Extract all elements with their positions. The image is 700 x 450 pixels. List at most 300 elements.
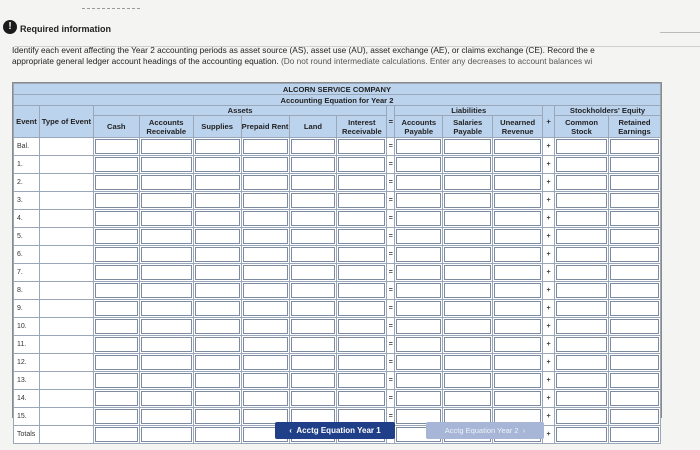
ar-cell [139,192,193,210]
supplies-input[interactable] [195,139,240,154]
common-input[interactable] [556,175,607,190]
salaries-input[interactable] [444,175,491,190]
supplies-cell [193,138,241,156]
ar-input[interactable] [141,409,192,424]
supplies-input[interactable] [195,391,240,406]
retained-input[interactable] [610,139,659,154]
supplies-cell [193,300,241,318]
supplies-cell [193,174,241,192]
cash-input[interactable] [95,157,138,172]
ar-input[interactable] [141,139,192,154]
land-input[interactable] [291,301,336,316]
interest-input[interactable] [338,193,385,208]
row-label: 4. [14,210,40,228]
interest-input[interactable] [338,265,385,280]
supplies-cell [193,246,241,264]
ar-input[interactable] [141,355,192,370]
supplies-input[interactable] [195,211,240,226]
row-plus-sign: + [543,300,555,318]
salaries-input[interactable] [444,337,491,352]
prepaid-cell [241,336,289,354]
ar-input[interactable] [141,193,192,208]
ar-input[interactable] [141,265,192,280]
supplies-input[interactable] [195,319,240,334]
cash-input[interactable] [95,391,138,406]
interest-input[interactable] [338,373,385,388]
ap-input[interactable] [396,139,441,154]
cash-input[interactable] [95,301,138,316]
ar-input[interactable] [141,319,192,334]
common-input[interactable] [556,283,607,298]
supplies-input[interactable] [195,373,240,388]
land-input[interactable] [291,139,336,154]
unearned-input[interactable] [494,211,541,226]
interest-input[interactable] [338,319,385,334]
ar-input[interactable] [141,391,192,406]
retained-input[interactable] [610,193,659,208]
required-information-label: Required information [20,24,112,34]
cash-input[interactable] [95,265,138,280]
ap-input[interactable] [396,193,441,208]
prepaid-input[interactable] [243,319,288,334]
salaries-input[interactable] [444,355,491,370]
interest-input[interactable] [338,229,385,244]
prev-tab-button[interactable] [275,422,395,439]
row-plus-sign: + [543,318,555,336]
retained-input[interactable] [610,229,659,244]
instructions-line-1: Identify each event affecting the Year 2 accounting periods as asset source (AS), asset use (AU), asset exchange (AE), or claims exchange (CE). Record the e [12,45,595,55]
land-input[interactable] [291,319,336,334]
prepaid-input[interactable] [243,193,288,208]
supplies-input[interactable] [195,175,240,190]
land-cell [289,336,337,354]
land-input[interactable] [291,337,336,352]
common-input[interactable] [556,139,607,154]
type-of-event-input[interactable] [39,246,93,264]
ar-input[interactable] [141,247,192,262]
common-input[interactable] [556,157,607,172]
common-cell [555,156,609,174]
cash-cell [93,408,139,426]
prepaid-input[interactable] [243,247,288,262]
retained-input[interactable] [610,355,659,370]
interest-cell [337,174,387,192]
retained-input[interactable] [610,319,659,334]
cash-input[interactable] [95,193,138,208]
type-of-event-input[interactable] [39,192,93,210]
salaries-input[interactable] [444,319,491,334]
prepaid-input[interactable] [243,283,288,298]
retained-input[interactable] [610,283,659,298]
row-plus-sign: + [543,228,555,246]
common-input[interactable] [556,211,607,226]
common-input[interactable] [556,409,607,424]
col-common-header: Common Stock [555,116,609,138]
land-cell [289,390,337,408]
ap-input[interactable] [396,337,441,352]
accounting-equation-table [13,83,661,444]
cash-input[interactable] [95,319,138,334]
common-cell [555,426,609,444]
unearned-input[interactable] [494,247,541,262]
retained-input[interactable] [610,301,659,316]
common-input[interactable] [556,193,607,208]
prepaid-input[interactable] [243,175,288,190]
supplies-input[interactable] [195,247,240,262]
common-input[interactable] [556,373,607,388]
unearned-input[interactable] [494,373,541,388]
interest-input[interactable] [338,283,385,298]
supplies-input[interactable] [195,409,240,424]
ap-input[interactable] [396,265,441,280]
prepaid-input[interactable] [243,139,288,154]
chevron-left-icon: ‹ [289,426,292,435]
common-cell [555,318,609,336]
supplies-input[interactable] [195,265,240,280]
col-cash-header: Cash [93,116,139,138]
alert-circle-icon: ! [3,20,17,34]
interest-cell [337,228,387,246]
ar-cell [139,156,193,174]
unearned-input[interactable] [494,139,541,154]
retained-input[interactable] [610,157,659,172]
unearned-input[interactable] [494,355,541,370]
land-input[interactable] [291,247,336,262]
salaries-input[interactable] [444,139,491,154]
type-of-event-input[interactable] [39,336,93,354]
retained-input[interactable] [610,373,659,388]
ar-input[interactable] [141,337,192,352]
interest-cell [337,300,387,318]
supplies-input[interactable] [195,157,240,172]
liabilities-group-header: Liabilities [395,106,543,116]
supplies-cell [193,282,241,300]
supplies-input[interactable] [195,337,240,352]
cash-cell [93,300,139,318]
row-label: 3. [14,192,40,210]
supplies-input[interactable] [195,283,240,298]
prepaid-cell [241,174,289,192]
common-cell [555,390,609,408]
salaries-input[interactable] [444,247,491,262]
land-input[interactable] [291,265,336,280]
row-label: 9. [14,300,40,318]
interest-input[interactable] [338,391,385,406]
cash-input[interactable] [95,211,138,226]
retained-cell [608,390,660,408]
cash-cell [93,210,139,228]
unearned-cell [493,300,543,318]
cash-input[interactable] [95,355,138,370]
retained-cell [608,192,660,210]
interest-input[interactable] [338,175,385,190]
land-input[interactable] [291,211,336,226]
common-cell [555,138,609,156]
salaries-input[interactable] [444,391,491,406]
table-row [14,264,661,282]
prepaid-input[interactable] [243,355,288,370]
supplies-cell [193,354,241,372]
col-land-header: Land [289,116,337,138]
land-input[interactable] [291,355,336,370]
unearned-input[interactable] [494,157,541,172]
next-tab-label: Acctg Equation Year 2 [444,426,519,435]
prepaid-input[interactable] [243,157,288,172]
cash-cell [93,192,139,210]
interest-input[interactable] [338,157,385,172]
land-cell [289,318,337,336]
ar-input[interactable] [141,175,192,190]
row-label: 11. [14,336,40,354]
assets-group-header: Assets [93,106,386,116]
prepaid-input[interactable] [243,391,288,406]
row-plus-sign: + [543,390,555,408]
type-of-event-input[interactable] [39,210,93,228]
retained-input[interactable] [610,427,659,442]
common-cell [555,192,609,210]
land-input[interactable] [291,175,336,190]
interest-input[interactable] [338,247,385,262]
type-of-event-input[interactable] [39,408,93,426]
ap-cell [395,354,443,372]
prepaid-input[interactable] [243,337,288,352]
land-cell [289,210,337,228]
prepaid-input[interactable] [243,229,288,244]
ap-input[interactable] [396,391,441,406]
unearned-input[interactable] [494,193,541,208]
ap-cell [395,138,443,156]
row-label: 15. [14,408,40,426]
interest-cell [337,318,387,336]
prepaid-input[interactable] [243,265,288,280]
type-of-event-cell [39,138,93,156]
ar-input[interactable] [141,157,192,172]
ap-input[interactable] [396,229,441,244]
salaries-cell [443,282,493,300]
interest-input[interactable] [338,211,385,226]
table-row [14,174,661,192]
prepaid-input[interactable] [243,373,288,388]
interest-input[interactable] [338,301,385,316]
salaries-input[interactable] [444,229,491,244]
ar-cell [139,282,193,300]
ar-cell [139,210,193,228]
ar-input[interactable] [141,211,192,226]
retained-input[interactable] [610,391,659,406]
ar-input[interactable] [141,427,192,442]
type-of-event-input[interactable] [39,282,93,300]
table-row [14,372,661,390]
land-input[interactable] [291,283,336,298]
cash-input[interactable] [95,247,138,262]
salaries-input[interactable] [444,211,491,226]
supplies-cell [193,228,241,246]
common-cell [555,246,609,264]
retained-input[interactable] [610,337,659,352]
salaries-cell [443,228,493,246]
col-type-header: Type of Event [39,106,93,138]
common-input[interactable] [556,247,607,262]
land-input[interactable] [291,391,336,406]
retained-input[interactable] [610,175,659,190]
salaries-input[interactable] [444,193,491,208]
equity-group-header: Stockholders' Equity [555,106,661,116]
unearned-input[interactable] [494,337,541,352]
common-cell [555,228,609,246]
land-input[interactable] [291,193,336,208]
type-of-event-input[interactable] [39,390,93,408]
cash-input[interactable] [95,139,138,154]
salaries-input[interactable] [444,373,491,388]
unearned-input[interactable] [494,301,541,316]
row-equals-sign: = [387,246,395,264]
common-input[interactable] [556,427,607,442]
row-equals-sign: = [387,264,395,282]
retained-input[interactable] [610,211,659,226]
type-of-event-input[interactable] [39,354,93,372]
next-tab-button[interactable] [426,422,544,439]
row-label: 10. [14,318,40,336]
type-of-event-input[interactable] [39,372,93,390]
interest-input[interactable] [338,139,385,154]
type-of-event-input[interactable] [39,264,93,282]
interest-cell [337,138,387,156]
chevron-right-icon: › [522,426,526,435]
supplies-cell [193,408,241,426]
prepaid-input[interactable] [243,301,288,316]
interest-cell [337,282,387,300]
retained-cell [608,426,660,444]
supplies-input[interactable] [195,193,240,208]
row-equals-sign: = [387,354,395,372]
land-cell [289,264,337,282]
unearned-input[interactable] [494,229,541,244]
retained-cell [608,300,660,318]
ap-input[interactable] [396,373,441,388]
common-input[interactable] [556,265,607,280]
ap-cell [395,336,443,354]
common-input[interactable] [556,337,607,352]
unearned-cell [493,228,543,246]
land-input[interactable] [291,373,336,388]
type-of-event-input[interactable] [39,300,93,318]
row-equals-sign: = [387,210,395,228]
supplies-cell [193,192,241,210]
type-of-event-input[interactable] [39,228,93,246]
unearned-cell [493,210,543,228]
interest-input[interactable] [338,337,385,352]
ap-cell [395,300,443,318]
ap-input[interactable] [396,355,441,370]
unearned-cell [493,174,543,192]
type-of-event-input[interactable] [39,156,93,174]
supplies-input[interactable] [195,355,240,370]
supplies-input[interactable] [195,229,240,244]
ap-input[interactable] [396,211,441,226]
row-equals-sign: = [387,174,395,192]
table-row [14,390,661,408]
salaries-cell [443,300,493,318]
table-title: Accounting Equation for Year 2 [14,95,661,106]
type-of-event-input[interactable] [39,174,93,192]
common-input[interactable] [556,301,607,316]
supplies-cell [193,318,241,336]
supplies-cell [193,336,241,354]
common-input[interactable] [556,391,607,406]
retained-input[interactable] [610,409,659,424]
retained-cell [608,156,660,174]
common-input[interactable] [556,229,607,244]
supplies-input[interactable] [195,301,240,316]
cash-input[interactable] [95,229,138,244]
cash-input[interactable] [95,283,138,298]
retained-input[interactable] [610,265,659,280]
retained-input[interactable] [610,247,659,262]
row-equals-sign: = [387,336,395,354]
salaries-input[interactable] [444,157,491,172]
unearned-input[interactable] [494,175,541,190]
common-input[interactable] [556,319,607,334]
ar-cell [139,372,193,390]
ap-input[interactable] [396,301,441,316]
row-plus-sign: + [543,246,555,264]
interest-cell [337,246,387,264]
col-ap-header: Accounts Payable [395,116,443,138]
ap-input[interactable] [396,319,441,334]
ar-input[interactable] [141,301,192,316]
cash-input[interactable] [95,409,138,424]
common-input[interactable] [556,355,607,370]
ap-input[interactable] [396,247,441,262]
col-interest-header: Interest Receivable [337,116,387,138]
cash-input[interactable] [95,373,138,388]
ar-input[interactable] [141,283,192,298]
type-of-event-input[interactable] [39,318,93,336]
cash-input[interactable] [95,337,138,352]
cash-input[interactable] [95,427,138,442]
table-row [14,138,661,156]
cash-input[interactable] [95,175,138,190]
ap-cell [395,228,443,246]
table-row [14,336,661,354]
interest-input[interactable] [338,355,385,370]
supplies-input[interactable] [195,427,240,442]
salaries-input[interactable] [444,283,491,298]
unearned-input[interactable] [494,283,541,298]
header-rule [660,32,700,33]
unearned-input[interactable] [494,319,541,334]
table-row [14,228,661,246]
land-input[interactable] [291,229,336,244]
ap-input[interactable] [396,157,441,172]
unearned-input[interactable] [494,391,541,406]
row-plus-sign: + [543,354,555,372]
ap-input[interactable] [396,175,441,190]
prepaid-input[interactable] [243,211,288,226]
unearned-input[interactable] [494,265,541,280]
land-input[interactable] [291,157,336,172]
ar-input[interactable] [141,229,192,244]
land-cell [289,246,337,264]
salaries-input[interactable] [444,265,491,280]
ar-cell [139,264,193,282]
ar-input[interactable] [141,373,192,388]
ap-input[interactable] [396,283,441,298]
row-plus-sign: + [543,336,555,354]
salaries-cell [443,246,493,264]
salaries-cell [443,336,493,354]
salaries-input[interactable] [444,301,491,316]
